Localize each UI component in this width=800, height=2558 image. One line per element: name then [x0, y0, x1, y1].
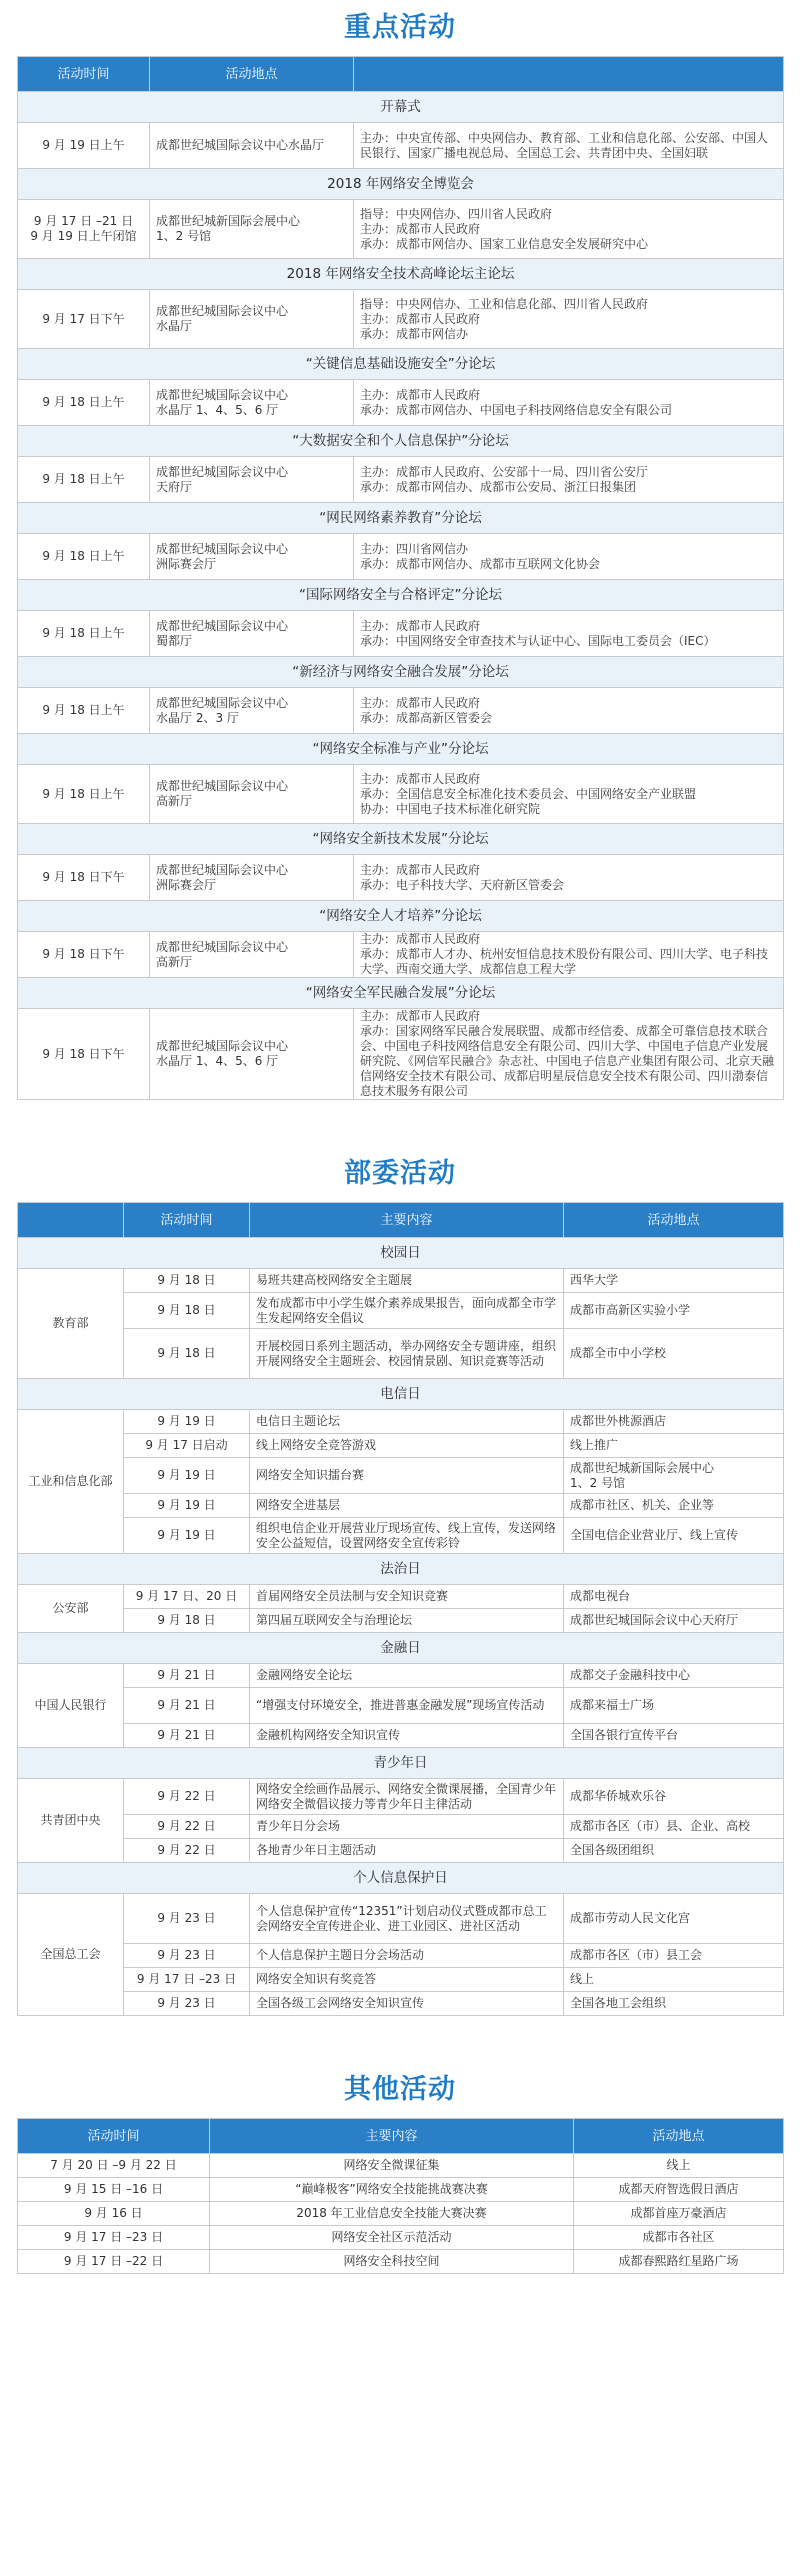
dept-activity-content: 组织电信企业开展营业厅现场宣传、线上宣传，发送网络安全公益短信，设置网络安全宣传彩铃 — [250, 1518, 564, 1554]
dept-activity-place: 成都交子金融科技中心 — [564, 1664, 784, 1688]
dept-organizer: 教育部 — [18, 1269, 124, 1379]
key-group-title: “网络安全新技术发展”分论坛 — [18, 824, 784, 855]
dept-day-title-row — [18, 1633, 784, 1664]
key-activity-place: 成都世纪城国际会议中心 蜀都厅 — [150, 611, 354, 657]
key-activity-row — [18, 765, 784, 824]
key-activity-detail: 主办：成都市人民政府 承办：电子科技大学、天府新区管委会 — [354, 855, 784, 901]
other-activity-place: 成都春熙路红星路广场 — [574, 2250, 784, 2274]
dept-activity-place: 全国各地工会组织 — [564, 1992, 784, 2016]
dept-day-title: 法治日 — [18, 1554, 784, 1585]
key-group-title-row — [18, 580, 784, 611]
dept-activity-content: 网络安全进基层 — [250, 1494, 564, 1518]
dept-activity-row — [18, 1434, 784, 1458]
dept-activity-place: 线上推广 — [564, 1434, 784, 1458]
dept-organizer: 共青团中央 — [18, 1779, 124, 1863]
other-activity-place: 成都市各社区 — [574, 2226, 784, 2250]
key-activity-place: 成都世纪城国际会议中心 水晶厅 — [150, 290, 354, 349]
dept-activity-time: 9 月 17 日启动 — [124, 1434, 250, 1458]
dept-header-time: 活动时间 — [124, 1203, 250, 1238]
key-activity-detail: 主办：成都市人民政府、公安部十一局、四川省公安厅 承办：成都市网信办、成都市公安局、浙江日报集团 — [354, 457, 784, 503]
page-bottom-gap — [0, 2274, 800, 2314]
other-header-time: 活动时间 — [18, 2119, 210, 2154]
key-group-title-row — [18, 92, 784, 123]
other-activity-time: 9 月 17 日 –23 日 — [18, 2226, 210, 2250]
other-activity-place: 成都首座万豪酒店 — [574, 2202, 784, 2226]
key-activity-time: 9 月 18 日上午 — [18, 457, 150, 503]
dept-activity-place: 成都来福士广场 — [564, 1688, 784, 1724]
dept-day-title: 电信日 — [18, 1379, 784, 1410]
key-group-title-row — [18, 503, 784, 534]
key-activity-row — [18, 1009, 784, 1100]
key-activity-detail: 指导：中央网信办、四川省人民政府 主办：成都市人民政府 承办：成都市网信办、国家工业信息安全发展研究中心 — [354, 200, 784, 259]
dept-activity-row — [18, 1894, 784, 1944]
key-header-detail — [354, 57, 784, 92]
key-activity-time: 9 月 18 日上午 — [18, 611, 150, 657]
key-activity-place: 成都世纪城新国际会展中心 1、2 号馆 — [150, 200, 354, 259]
dept-organizer: 公安部 — [18, 1585, 124, 1633]
key-group-title: “网民网络素养教育”分论坛 — [18, 503, 784, 534]
dept-activity-row — [18, 1724, 784, 1748]
dept-activity-place: 成都全市中小学校 — [564, 1329, 784, 1379]
key-activity-detail: 主办：成都市人民政府 承办：国家网络军民融合发展联盟、成都市经信委、成都全可靠信息技术联合会、中国电子科技网络信息安全有限公司、四川大学、中国电子信息产业发展研究院、《网信军民融合》杂志社、中国电子信息产业集团有限公司、北京天融信网络安全技术有限公司、成都启明星辰信息安全技术有限公司、四川渤泰信息技术服务有限公司 — [354, 1009, 784, 1100]
key-header-time: 活动时间 — [18, 57, 150, 92]
other-activity-row — [18, 2250, 784, 2274]
dept-activity-row — [18, 1329, 784, 1379]
key-group-title: “网络安全人才培养”分论坛 — [18, 901, 784, 932]
dept-activity-time: 9 月 18 日 — [124, 1293, 250, 1329]
key-activity-row — [18, 200, 784, 259]
other-activity-time: 9 月 15 日 –16 日 — [18, 2178, 210, 2202]
dept-activity-content: 发布成都市中小学生媒介素养成果报告，面向成都全市学生发起网络安全倡议 — [250, 1293, 564, 1329]
key-activity-row — [18, 611, 784, 657]
dept-activity-content: 个人信息保护宣传“12351”计划启动仪式暨成都市总工会网络安全宣传进企业、进工业园区、进社区活动 — [250, 1894, 564, 1944]
key-group-title: “网络安全军民融合发展”分论坛 — [18, 978, 784, 1009]
key-group-title: “网络安全标准与产业”分论坛 — [18, 734, 784, 765]
dept-organizer: 全国总工会 — [18, 1894, 124, 2016]
key-group-title-row — [18, 901, 784, 932]
dept-activity-content: 全国各级工会网络安全知识宣传 — [250, 1992, 564, 2016]
dept-activity-row — [18, 1269, 784, 1293]
dept-header-row — [18, 1203, 784, 1238]
key-activities-table — [17, 56, 784, 1100]
dept-header-content: 主要内容 — [250, 1203, 564, 1238]
key-header-row — [18, 57, 784, 92]
key-activity-place: 成都世纪城国际会议中心 水晶厅 2、3 厅 — [150, 688, 354, 734]
section-gap — [0, 2016, 800, 2062]
key-activity-detail: 主办：中央宣传部、中央网信办、教育部、工业和信息化部、公安部、中国人民银行、国家广播电视总局、全国总工会、共青团中央、全国妇联 — [354, 123, 784, 169]
dept-activity-place: 成都电视台 — [564, 1585, 784, 1609]
key-group-title-row — [18, 426, 784, 457]
dept-activity-content: 易班共建高校网络安全主题展 — [250, 1269, 564, 1293]
key-activity-time: 9 月 17 日 –21 日 9 月 19 日上午闭馆 — [18, 200, 150, 259]
key-group-title-row — [18, 978, 784, 1009]
other-activity-content: 2018 年工业信息安全技能大赛决赛 — [210, 2202, 574, 2226]
key-group-title-row — [18, 349, 784, 380]
dept-activity-place: 成都市各区（市）县工会 — [564, 1944, 784, 1968]
key-group-title-row — [18, 824, 784, 855]
key-group-title-row — [18, 657, 784, 688]
dept-activity-row — [18, 1944, 784, 1968]
dept-activity-content: 开展校园日系列主题活动，举办网络安全专题讲座，组织开展网络安全主题班会、校园情景剧、知识竞赛等活动 — [250, 1329, 564, 1379]
dept-activity-time: 9 月 23 日 — [124, 1944, 250, 1968]
key-activity-row — [18, 534, 784, 580]
dept-activity-time: 9 月 18 日 — [124, 1269, 250, 1293]
dept-activity-place: 线上 — [564, 1968, 784, 1992]
dept-activities-body — [18, 1238, 784, 2016]
key-activity-time: 9 月 18 日下午 — [18, 855, 150, 901]
dept-day-title-row — [18, 1863, 784, 1894]
dept-activity-place: 成都市高新区实验小学 — [564, 1293, 784, 1329]
dept-activity-row — [18, 1609, 784, 1633]
dept-activity-content: 首届网络安全员法制与安全知识竞赛 — [250, 1585, 564, 1609]
key-activity-detail: 指导：中央网信办、工业和信息化部、四川省人民政府 主办：成都市人民政府 承办：成都市网信办 — [354, 290, 784, 349]
key-group-title: 开幕式 — [18, 92, 784, 123]
other-activity-time: 9 月 16 日 — [18, 2202, 210, 2226]
key-activity-place: 成都世纪城国际会议中心 天府厅 — [150, 457, 354, 503]
key-group-title: “大数据安全和个人信息保护”分论坛 — [18, 426, 784, 457]
key-group-title: 2018 年网络安全技术高峰论坛主论坛 — [18, 259, 784, 290]
key-activity-row — [18, 932, 784, 978]
dept-activity-place: 成都华侨城欢乐谷 — [564, 1779, 784, 1815]
dept-activity-row — [18, 1585, 784, 1609]
dept-activity-content: 网络安全知识有奖竞答 — [250, 1968, 564, 1992]
dept-day-title-row — [18, 1554, 784, 1585]
dept-activity-content: 电信日主题论坛 — [250, 1410, 564, 1434]
other-activities-title: 其他活动 — [344, 2074, 456, 2105]
dept-activity-row — [18, 1664, 784, 1688]
dept-activity-place: 成都市各区（市）县、企业、高校 — [564, 1815, 784, 1839]
dept-activity-time: 9 月 23 日 — [124, 1894, 250, 1944]
other-activity-row — [18, 2178, 784, 2202]
dept-activities-table — [17, 1202, 784, 2016]
other-activities-body — [18, 2154, 784, 2274]
dept-organizer: 中国人民银行 — [18, 1664, 124, 1748]
key-activity-row — [18, 380, 784, 426]
dept-activity-content: “增强支付环境安全，推进普惠金融发展”现场宣传活动 — [250, 1688, 564, 1724]
dept-activity-content: 网络安全知识擂台赛 — [250, 1458, 564, 1494]
key-activity-time: 9 月 18 日上午 — [18, 380, 150, 426]
other-activity-row — [18, 2154, 784, 2178]
dept-activity-row — [18, 1518, 784, 1554]
dept-activity-row — [18, 1293, 784, 1329]
other-activity-content: 网络安全社区示范活动 — [210, 2226, 574, 2250]
dept-activity-time: 9 月 18 日 — [124, 1329, 250, 1379]
key-activity-detail: 主办：成都市人民政府 承办：成都市网信办、中国电子科技网络信息安全有限公司 — [354, 380, 784, 426]
key-activity-detail: 主办：成都市人民政府 承办：成都高新区管委会 — [354, 688, 784, 734]
key-activity-detail: 主办：成都市人民政府 承办：全国信息安全标准化技术委员会、中国网络安全产业联盟 协办：中国电子技术标准化研究院 — [354, 765, 784, 824]
other-header-row — [18, 2119, 784, 2154]
key-activity-detail: 主办：成都市人民政府 承办：成都市人才办、杭州安恒信息技术股份有限公司、四川大学、电子科技大学、西南交通大学、成都信息工程大学 — [354, 932, 784, 978]
dept-activity-row — [18, 1688, 784, 1724]
dept-activity-time: 9 月 19 日 — [124, 1458, 250, 1494]
dept-activity-row — [18, 1458, 784, 1494]
dept-activity-row — [18, 1839, 784, 1863]
key-group-title-row — [18, 259, 784, 290]
key-activity-time: 9 月 19 日上午 — [18, 123, 150, 169]
key-activities-title: 重点活动 — [344, 12, 456, 43]
dept-activity-time: 9 月 19 日 — [124, 1518, 250, 1554]
dept-activity-time: 9 月 19 日 — [124, 1410, 250, 1434]
dept-activities-title: 部委活动 — [344, 1158, 456, 1189]
dept-activity-place: 全国各级团组织 — [564, 1839, 784, 1863]
dept-activity-content: 各地青少年日主题活动 — [250, 1839, 564, 1863]
other-activity-content: 网络安全科技空间 — [210, 2250, 574, 2274]
key-group-title: “新经济与网络安全融合发展”分论坛 — [18, 657, 784, 688]
dept-activity-place: 全国各银行宣传平台 — [564, 1724, 784, 1748]
dept-day-title-row — [18, 1238, 784, 1269]
dept-activity-place: 西华大学 — [564, 1269, 784, 1293]
key-activity-place: 成都世纪城国际会议中心 洲际赛会厅 — [150, 855, 354, 901]
dept-activity-content: 个人信息保护主题日分会场活动 — [250, 1944, 564, 1968]
key-activity-place: 成都世纪城国际会议中心水晶厅 — [150, 123, 354, 169]
dept-header-place: 活动地点 — [564, 1203, 784, 1238]
key-activity-row — [18, 855, 784, 901]
key-activity-place: 成都世纪城国际会议中心 洲际赛会厅 — [150, 534, 354, 580]
key-activity-time: 9 月 18 日下午 — [18, 1009, 150, 1100]
dept-activity-row — [18, 1410, 784, 1434]
key-group-title-row — [18, 169, 784, 200]
other-activity-time: 9 月 17 日 –22 日 — [18, 2250, 210, 2274]
dept-activity-row — [18, 1968, 784, 1992]
other-header-place: 活动地点 — [574, 2119, 784, 2154]
dept-activity-place: 全国电信企业营业厅、线上宣传 — [564, 1518, 784, 1554]
other-activity-time: 7 月 20 日 –9 月 22 日 — [18, 2154, 210, 2178]
key-activity-row — [18, 123, 784, 169]
key-group-title-row — [18, 734, 784, 765]
other-activities-table — [17, 2118, 784, 2274]
other-activity-place: 成都天府智选假日酒店 — [574, 2178, 784, 2202]
dept-organizer: 工业和信息化部 — [18, 1410, 124, 1554]
dept-activity-time: 9 月 23 日 — [124, 1992, 250, 2016]
section-gap — [0, 1100, 800, 1146]
other-header-content: 主要内容 — [210, 2119, 574, 2154]
key-activity-time: 9 月 18 日下午 — [18, 932, 150, 978]
dept-activity-content: 青少年日分会场 — [250, 1815, 564, 1839]
dept-day-title: 青少年日 — [18, 1748, 784, 1779]
dept-activity-content: 金融机构网络安全知识宣传 — [250, 1724, 564, 1748]
key-activity-place: 成都世纪城国际会议中心 水晶厅 1、4、5、6 厅 — [150, 1009, 354, 1100]
dept-activity-time: 9 月 17 日 –23 日 — [124, 1968, 250, 1992]
dept-activity-content: 金融网络安全论坛 — [250, 1664, 564, 1688]
key-activity-place: 成都世纪城国际会议中心 水晶厅 1、4、5、6 厅 — [150, 380, 354, 426]
dept-activity-row — [18, 1779, 784, 1815]
dept-activity-time: 9 月 17 日、20 日 — [124, 1585, 250, 1609]
key-activity-row — [18, 688, 784, 734]
key-activity-time: 9 月 18 日上午 — [18, 765, 150, 824]
dept-activity-content: 第四届互联网安全与治理论坛 — [250, 1609, 564, 1633]
dept-header-org — [18, 1203, 124, 1238]
key-group-title: “国际网络安全与合格评定”分论坛 — [18, 580, 784, 611]
dept-activity-time: 9 月 22 日 — [124, 1779, 250, 1815]
dept-activity-place: 成都世外桃源酒店 — [564, 1410, 784, 1434]
dept-activity-row — [18, 1815, 784, 1839]
dept-activity-time: 9 月 21 日 — [124, 1724, 250, 1748]
key-activity-time: 9 月 18 日上午 — [18, 688, 150, 734]
key-activities-body — [18, 92, 784, 1100]
dept-day-title: 金融日 — [18, 1633, 784, 1664]
other-activity-row — [18, 2202, 784, 2226]
dept-activity-content: 线上网络安全竞答游戏 — [250, 1434, 564, 1458]
dept-day-title: 个人信息保护日 — [18, 1863, 784, 1894]
key-activity-row — [18, 290, 784, 349]
other-activity-place: 线上 — [574, 2154, 784, 2178]
key-group-title: 2018 年网络安全博览会 — [18, 169, 784, 200]
dept-day-title: 校园日 — [18, 1238, 784, 1269]
dept-day-title-row — [18, 1379, 784, 1410]
key-activity-place: 成都世纪城国际会议中心 高新厅 — [150, 765, 354, 824]
dept-activity-time: 9 月 19 日 — [124, 1494, 250, 1518]
other-activity-content: 网络安全微课征集 — [210, 2154, 574, 2178]
dept-activity-place: 成都市社区、机关、企业等 — [564, 1494, 784, 1518]
dept-activity-time: 9 月 21 日 — [124, 1688, 250, 1724]
dept-activity-row — [18, 1992, 784, 2016]
key-group-title: “关键信息基础设施安全”分论坛 — [18, 349, 784, 380]
key-activity-time: 9 月 17 日下午 — [18, 290, 150, 349]
dept-activity-content: 网络安全绘画作品展示、网络安全微课展播，全国青少年网络安全微倡议接力等青少年日主律活动 — [250, 1779, 564, 1815]
key-activity-detail: 主办：四川省网信办 承办：成都市网信办、成都市互联网文化协会 — [354, 534, 784, 580]
key-activity-time: 9 月 18 日上午 — [18, 534, 150, 580]
dept-activity-time: 9 月 21 日 — [124, 1664, 250, 1688]
dept-day-title-row — [18, 1748, 784, 1779]
dept-activity-time: 9 月 18 日 — [124, 1609, 250, 1633]
dept-activity-time: 9 月 22 日 — [124, 1815, 250, 1839]
key-header-place: 活动地点 — [150, 57, 354, 92]
other-activity-row — [18, 2226, 784, 2250]
key-activity-row — [18, 457, 784, 503]
dept-activity-time: 9 月 22 日 — [124, 1839, 250, 1863]
dept-activity-place: 成都世纪城新国际会展中心 1、2 号馆 — [564, 1458, 784, 1494]
key-activity-detail: 主办：成都市人民政府 承办：中国网络安全审查技术与认证中心、国际电工委员会（IEC） — [354, 611, 784, 657]
dept-activity-place: 成都市劳动人民文化宫 — [564, 1894, 784, 1944]
dept-activity-place: 成都世纪城国际会议中心天府厅 — [564, 1609, 784, 1633]
dept-activity-row — [18, 1494, 784, 1518]
key-activity-place: 成都世纪城国际会议中心 高新厅 — [150, 932, 354, 978]
other-activity-content: “巅峰极客”网络安全技能挑战赛决赛 — [210, 2178, 574, 2202]
